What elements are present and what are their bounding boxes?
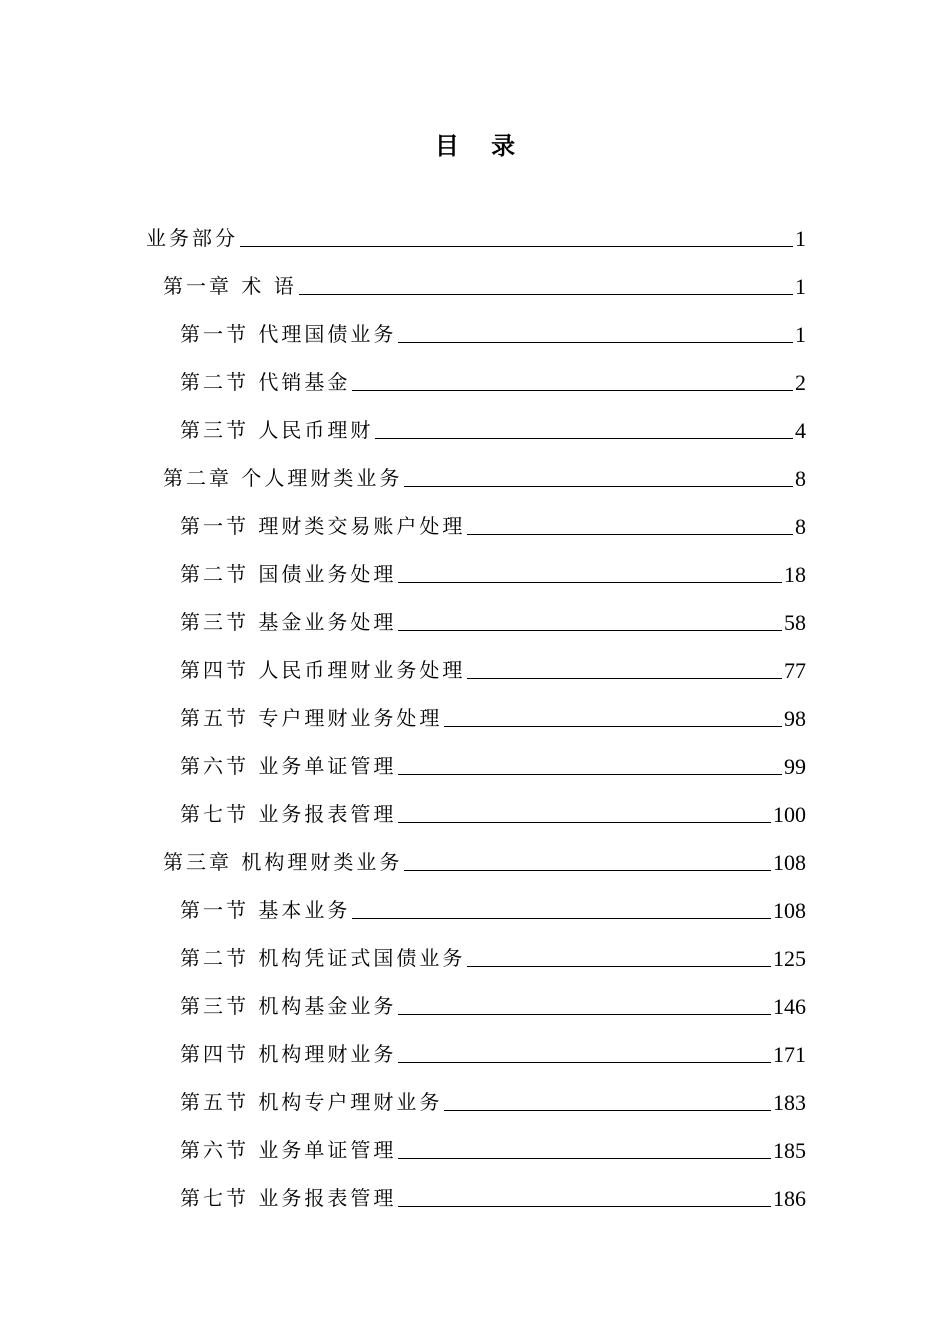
toc-leader-line <box>352 917 771 919</box>
toc-entry[interactable] <box>163 844 806 876</box>
toc-entry-page-number: 183 <box>773 1090 806 1115</box>
toc-entry-page-number: 125 <box>773 946 806 971</box>
toc-entry-page-number: 8 <box>795 514 806 539</box>
toc-leader-line <box>398 341 793 343</box>
toc-entry-label: 第三章 机构理财类业务 <box>163 850 403 874</box>
toc-entry-page-number: 100 <box>773 802 806 827</box>
toc-entry-label: 第四节 人民币理财业务处理 <box>180 658 466 682</box>
toc-entry[interactable] <box>180 796 806 828</box>
toc-entry-label: 第一节 代理国债业务 <box>180 322 397 346</box>
toc-entry-page-number: 1 <box>795 226 806 251</box>
toc-entry[interactable] <box>180 1180 806 1212</box>
toc-entry[interactable] <box>180 1084 806 1116</box>
toc-leader-line <box>240 245 793 247</box>
toc-entry[interactable] <box>180 364 806 396</box>
toc-entry-page-number: 4 <box>795 418 806 443</box>
toc-entry[interactable] <box>180 700 806 732</box>
toc-entry-page-number: 18 <box>784 562 806 587</box>
toc-entry-label: 业务部分 <box>146 226 238 250</box>
toc-entry-page-number: 8 <box>795 466 806 491</box>
toc-entry-label: 第七节 业务报表管理 <box>180 1186 397 1210</box>
toc-entry-page-number: 2 <box>795 370 806 395</box>
toc-entry-label: 第二节 机构凭证式国债业务 <box>180 946 466 970</box>
toc-entry[interactable] <box>180 748 806 780</box>
toc-entry[interactable] <box>163 268 806 300</box>
toc-leader-line <box>398 629 782 631</box>
toc-entry[interactable] <box>180 508 806 540</box>
toc-leader-line <box>398 1157 771 1159</box>
toc-leader-line <box>444 725 782 727</box>
toc-entry-page-number: 108 <box>773 850 806 875</box>
toc-leader-line <box>398 773 782 775</box>
toc-entry-label: 第五节 机构专户理财业务 <box>180 1090 443 1114</box>
toc-leader-line <box>404 485 793 487</box>
toc-entry-page-number: 186 <box>773 1186 806 1211</box>
toc-entry-label: 第一节 理财类交易账户处理 <box>180 514 466 538</box>
toc-entry[interactable] <box>180 1036 806 1068</box>
toc-entry[interactable] <box>180 892 806 924</box>
toc-title: 目 录 <box>434 131 528 160</box>
toc-entry-page-number: 171 <box>773 1042 806 1067</box>
toc-leader-line <box>467 677 782 679</box>
toc-entry-label: 第七节 业务报表管理 <box>180 802 397 826</box>
toc-entry-label: 第三节 人民币理财 <box>180 418 374 442</box>
toc-leader-line <box>467 965 771 967</box>
toc-entry-page-number: 99 <box>784 754 806 779</box>
toc-entry-page-number: 1 <box>795 274 806 299</box>
toc-entry-label: 第二节 代销基金 <box>180 370 351 394</box>
toc-leader-line <box>444 1109 771 1111</box>
toc-entry-page-number: 58 <box>784 610 806 635</box>
toc-entry-label: 第一节 基本业务 <box>180 898 351 922</box>
toc-entry-label: 第三节 机构基金业务 <box>180 994 397 1018</box>
toc-entry-page-number: 146 <box>773 994 806 1019</box>
toc-leader-line <box>467 533 793 535</box>
toc-leader-line <box>398 821 771 823</box>
toc-entry[interactable] <box>180 1132 806 1164</box>
toc-leader-line <box>398 1205 771 1207</box>
toc-leader-line <box>398 1013 771 1015</box>
toc-entry-page-number: 77 <box>784 658 806 683</box>
toc-entry-label: 第二节 国债业务处理 <box>180 562 397 586</box>
toc-entry-label: 第五节 专户理财业务处理 <box>180 706 443 730</box>
toc-entry[interactable] <box>180 940 806 972</box>
toc-entry[interactable] <box>180 412 806 444</box>
toc-entry[interactable] <box>180 556 806 588</box>
toc-entry-label: 第三节 基金业务处理 <box>180 610 397 634</box>
toc-entry-label: 第二章 个人理财类业务 <box>163 466 403 490</box>
toc-entry[interactable] <box>180 604 806 636</box>
toc-entry-page-number: 1 <box>795 322 806 347</box>
toc-entry-label: 第一章 术 语 <box>163 274 297 298</box>
toc-entry[interactable] <box>163 460 806 492</box>
toc-entry[interactable] <box>180 652 806 684</box>
toc-entry-page-number: 108 <box>773 898 806 923</box>
toc-entry-label: 第四节 机构理财业务 <box>180 1042 397 1066</box>
toc-leader-line <box>299 293 793 295</box>
toc-entry-page-number: 98 <box>784 706 806 731</box>
toc-leader-line <box>398 1061 771 1063</box>
toc-entry-page-number: 185 <box>773 1138 806 1163</box>
toc-leader-line <box>375 437 793 439</box>
toc-entry-label: 第六节 业务单证管理 <box>180 1138 397 1162</box>
toc-leader-line <box>404 869 771 871</box>
toc-entry[interactable] <box>146 220 806 252</box>
toc-entry[interactable] <box>180 316 806 348</box>
toc-leader-line <box>352 389 793 391</box>
toc-entry[interactable] <box>180 988 806 1020</box>
toc-leader-line <box>398 581 782 583</box>
toc-entry-label: 第六节 业务单证管理 <box>180 754 397 778</box>
